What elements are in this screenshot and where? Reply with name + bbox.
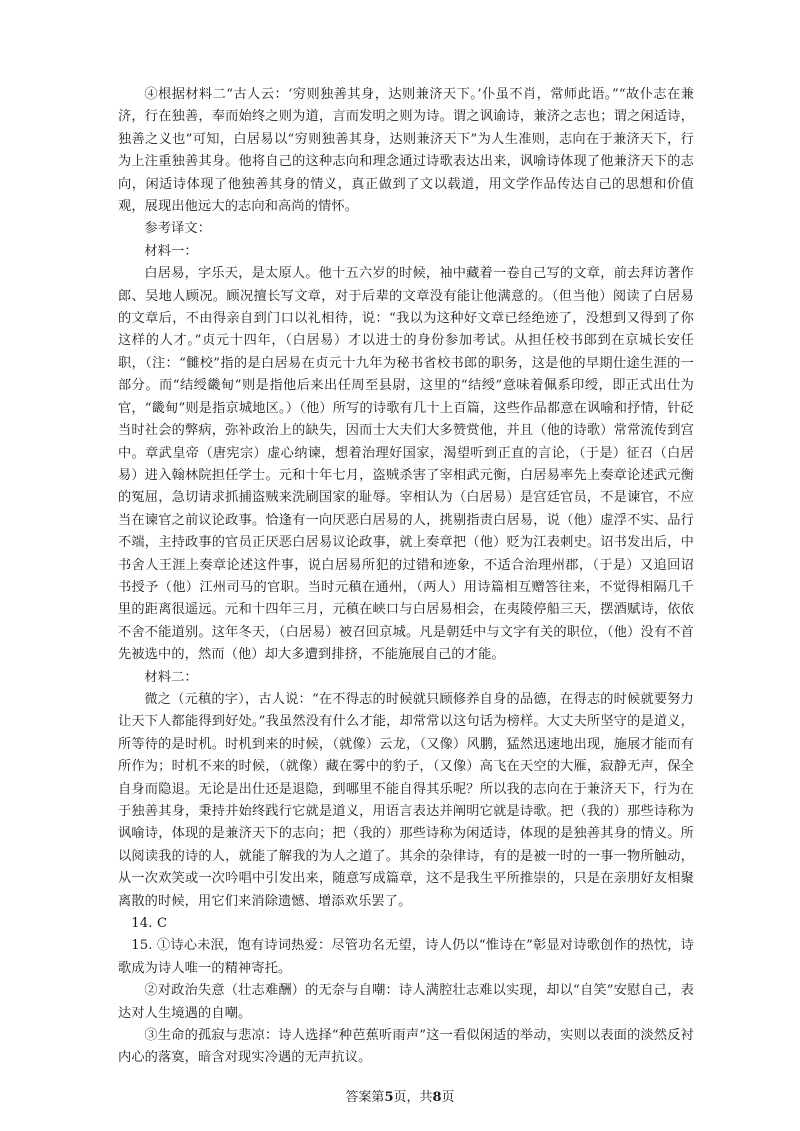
paragraph-material-2-translation: 微之（元稹的字），古人说：“在不得志的时候就只顾修养自身的品德，在得志的时候就要努力让天下人都能得到好处。”我虽然没有什么才能，却常常以这句话为榜样。大丈夫所坚守的是道义，所等待的是时机。时机到来的时候，（就像）云龙，（又像）风鹏，猛然迅速地出现，施展才能而有所作为；时机不来的时候，（就像）藏在雾中的豹子，（又像）高飞在天空的大雁，寂静无声，保全自身而隐退。无论是出仕还是退隐，到哪里不能自得其乐呢？所以我的志向在于兼济天下，行为在于独善其身，秉持并始终践行它就是道义，用语言表达并阐明它就是诗歌。把（我的）那些诗称为讽喻诗，体现的是兼济天下的志向；把（我的）那些诗称为闲适诗，体现的是独善其身的情义。所以阅读我的诗的人，就能了解我的为人之道了。其余的杂律诗，有的是被一时的一事一物所触动，从一次欢笑或一次吟唱中引发出来，随意写成篇章，这不是我生平所推崇的，只是在亲朋好友相聚离散的时候，用它们来消除遗憾、增添欢乐罢了。 <box>118 691 694 909</box>
answer-15-point-1: 15. ①诗心未泯，饱有诗词热爱：尽管功名无望，诗人仍以“惟诗在”彰显对诗歌创作的热忱，诗歌成为诗人唯一的精神寄托。 <box>118 938 694 976</box>
heading-reference-translation: 参考译文： <box>144 221 212 237</box>
footer-suffix: 页 <box>441 1090 455 1105</box>
paragraph-material-1-translation: 白居易，字乐天，是太原人。他十五六岁的时候，袖中藏着一卷自己写的文章，前去拜访著作郎、吴地人顾况。顾况擅长写文章，对于后辈的文章没有能让他满意的。（但当他）阅读了白居易的文章后，不由得亲自到门口以礼相待，说：“我以为这种好文章已经绝迹了，没想到又得到了你这样的人才。”贞元十四年，（白居易）才以进士的身份参加考试。从担任校书郎到在京城长安任职，（注：“雠校”指的是白居易在贞元十九年为秘书省校书郎的职务，这是他的早期仕途生涯的一部分。而“结绶畿甸”则是指他后来出任周至县尉，这里的“结绶”意味着佩系印绶，即正式出仕为官，“畿甸”则是指京城地区。）（他）所写的诗歌有几十上百篇，这些作品都意在讽喻和抒情，针砭当时社会的弊病，弥补政治上的缺失，因而士大夫们大多赞赏他，并且（他的诗歌）常常流传到宫中。章武皇帝（唐宪宗）虚心纳谏，想着治理好国家，渴望听到正直的言论，（于是）征召（白居易）进入翰林院担任学士。元和十年七月，盗贼杀害了宰相武元衡，白居易率先上奏章论述武元衡的冤屈，急切请求抓捕盗贼来洗刷国家的耻辱。宰相认为（白居易）是宫廷官员，不是谏官，不应当在谏官之前议论政事。恰逢有一向厌恶白居易的人，挑剔指责白居易，说（他）虚浮不实、品行不端，主持政事的官员正厌恶白居易议论政事，就上奏章把（他）贬为江表刺史。诏书发出后，中书舍人王涯上奏章论述这件事，说白居易所犯的过错和迹象，不适合治理州郡，（于是）又追回诏书授予（他）江州司马的官职。当时元稹在通州，（两人）用诗篇相互赠答往来，不觉得相隔几千里的距离很遥远。元和十四年三月，元稹在峡口与白居易相会，在夷陵停船三天，摆酒赋诗，依依不舍不能道别。这年冬天，（白居易）被召回京城。凡是朝廷中与文字有关的职位，（他）没有不首先被选中的，然而（他）却大多遭到排挤，不能施展自己的才能。 <box>118 266 694 663</box>
heading-material-2: 材料二： <box>144 669 198 685</box>
answer-15-point-3: ③生命的孤寂与悲凉：诗人选择“种芭蕉听雨声”这一看似闲适的举动，实则以表面的淡然反衬内心的落寞，暗含对现实冷遇的无声抗议。 <box>118 1028 694 1066</box>
footer-prefix: 答案第 <box>345 1090 385 1105</box>
footer-middle: 页，共 <box>393 1090 433 1105</box>
answer-14: 14. C <box>131 916 168 932</box>
footer-total-pages: 8 <box>432 1090 442 1105</box>
answer-15-point-2: ②对政治失意（壮志难酬）的无奈与自嘲：诗人满腔壮志难以实现，却以“自笑”安慰自己，表达对人生境遇的自嘲。 <box>118 983 694 1021</box>
heading-material-1: 材料一： <box>144 243 198 259</box>
page-footer <box>0 1086 800 1105</box>
footer-page-number: 5 <box>384 1090 394 1105</box>
paragraph-analysis-4: ④根据材料二“古人云：‘穷则独善其身，达则兼济天下。’仆虽不肖，常师此语。”“故仆志在兼济，行在独善，奉而始终之则为道，言而发明之则为诗。谓之讽谕诗，兼济之志也；谓之闲适诗，独善之义也”可知，白居易以“穷则独善其身，达则兼济天下”为人生准则，志向在于兼济天下，行为上注重独善其身。他将自己的这种志向和理念通过诗歌表达出来，讽喻诗体现了他兼济天下的志向，闲适诗体现了他独善其身的情义，真正做到了文以载道，用文学作品传达自己的思想和价值观，展现出他远大的志向和高尚的情怀。 <box>118 87 694 215</box>
answer-page-body <box>118 84 694 1070</box>
